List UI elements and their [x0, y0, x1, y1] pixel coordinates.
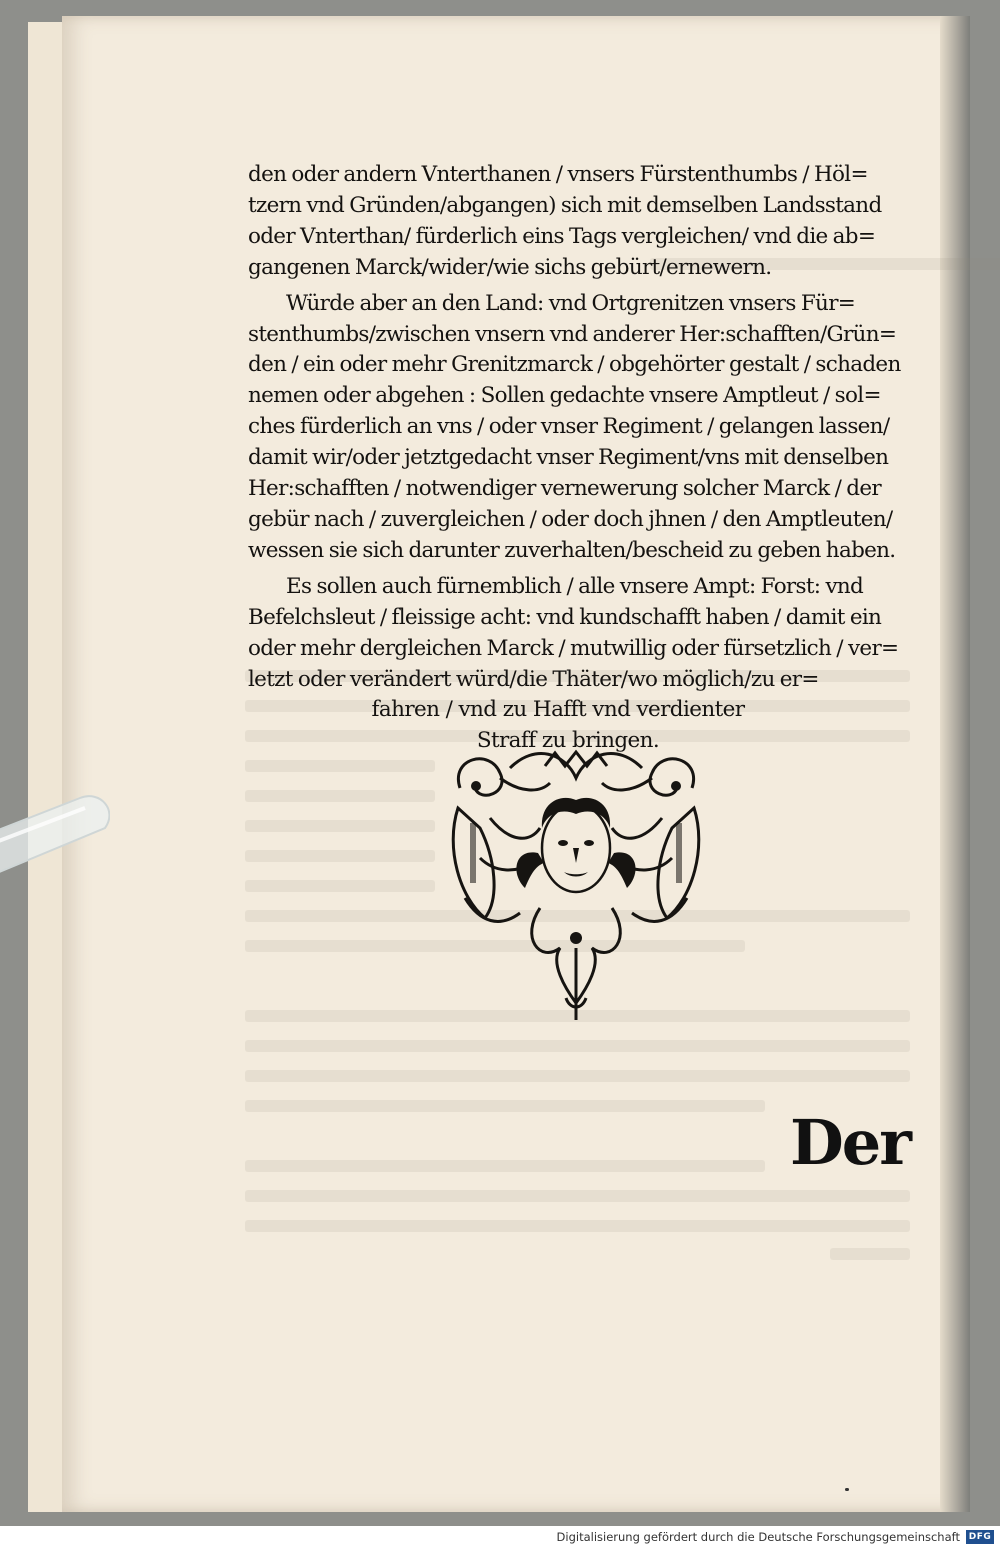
- text-line: stenthumbs/zwischen vnsern vnd anderer Her:schafften/Grün=: [248, 321, 897, 347]
- text-line: Her:schafften / notwendiger vernewerung solcher Marck / der: [248, 476, 881, 502]
- text-line: damit wir/oder jetztgedacht vnser Regiment/vns mit denselben: [248, 445, 889, 471]
- paper-speck: [845, 1488, 849, 1491]
- text-line: nemen oder abgehen : Sollen gedachte vnsere Amptleut / sol=: [248, 383, 881, 409]
- text-line: Befelchsleut / fleissige acht: vnd kundschafft haben / damit ein: [248, 604, 882, 630]
- bleed-through-text: [245, 790, 435, 802]
- text-line: den / ein oder mehr Grenitzmarck / obgehörter gestalt / schaden: [248, 352, 901, 378]
- text-line: den oder andern Vnterthanen / vnsers Fürstenthumbs / Höl=: [248, 162, 868, 187]
- binding-gutter: [940, 16, 970, 1512]
- paragraph-3: [248, 572, 908, 757]
- bleed-through-text: [245, 880, 435, 892]
- bleed-through-text: [245, 1190, 910, 1202]
- bleed-through-text: [245, 1220, 910, 1232]
- text-line: ches fürderlich an vns / oder vnser Regiment / gelangen lassen/: [248, 414, 890, 440]
- bleed-through-text: [245, 820, 435, 832]
- body-text: [248, 160, 908, 757]
- text-line: Würde aber an den Land: vnd Ortgrenitzen vnsers Für=: [286, 290, 856, 316]
- bleed-through-text: [245, 1160, 765, 1172]
- text-line: gangenen Marck/wider/wie sichs gebürt/ernewern.: [248, 254, 772, 280]
- text-line: Straff zu bringen.: [476, 728, 660, 754]
- text-line: tzern vnd Gründen/abgangen) sich mit demselben Landsstand: [248, 192, 882, 218]
- bookmark-clip: [0, 790, 110, 880]
- ornament-vignette: [440, 748, 712, 1023]
- footer-bar: [0, 1526, 1000, 1548]
- dfg-logo-icon: DFG: [966, 1530, 994, 1544]
- text-line: oder Vnterthan/ fürderlich eins Tags vergleichen/ vnd die ab=: [248, 223, 876, 249]
- text-line: Es sollen auch fürnemblich / alle vnsere Ampt: Forst: vnd: [286, 573, 864, 599]
- catchword: Der: [790, 1106, 910, 1179]
- text-line: letzt oder verändert würd/die Thäter/wo möglich/zu er=: [248, 666, 819, 692]
- text-line: oder mehr dergleichen Marck / mutwillig oder fürsetzlich / ver=: [248, 635, 899, 661]
- text-line: fahren / vnd zu Hafft vnd verdienter: [371, 697, 745, 723]
- bleed-through-text: [245, 850, 435, 862]
- bleed-through-text: [245, 760, 435, 772]
- paragraph-2: [248, 289, 908, 567]
- text-line: gebür nach / zuvergleichen / oder doch jhnen / den Amptleuten/: [248, 506, 893, 532]
- funding-credit: Digitalisierung gefördert durch die Deutsche Forschungsgemeinschaft: [556, 1530, 960, 1544]
- bleed-through-text: [830, 1248, 910, 1260]
- bleed-through-text: [245, 1100, 765, 1112]
- bleed-through-text: [245, 1040, 910, 1052]
- paragraph-1: [248, 160, 908, 284]
- text-line: wessen sie sich darunter zuverhalten/bescheid zu geben haben.: [248, 537, 896, 563]
- bleed-through-text: [245, 1070, 910, 1082]
